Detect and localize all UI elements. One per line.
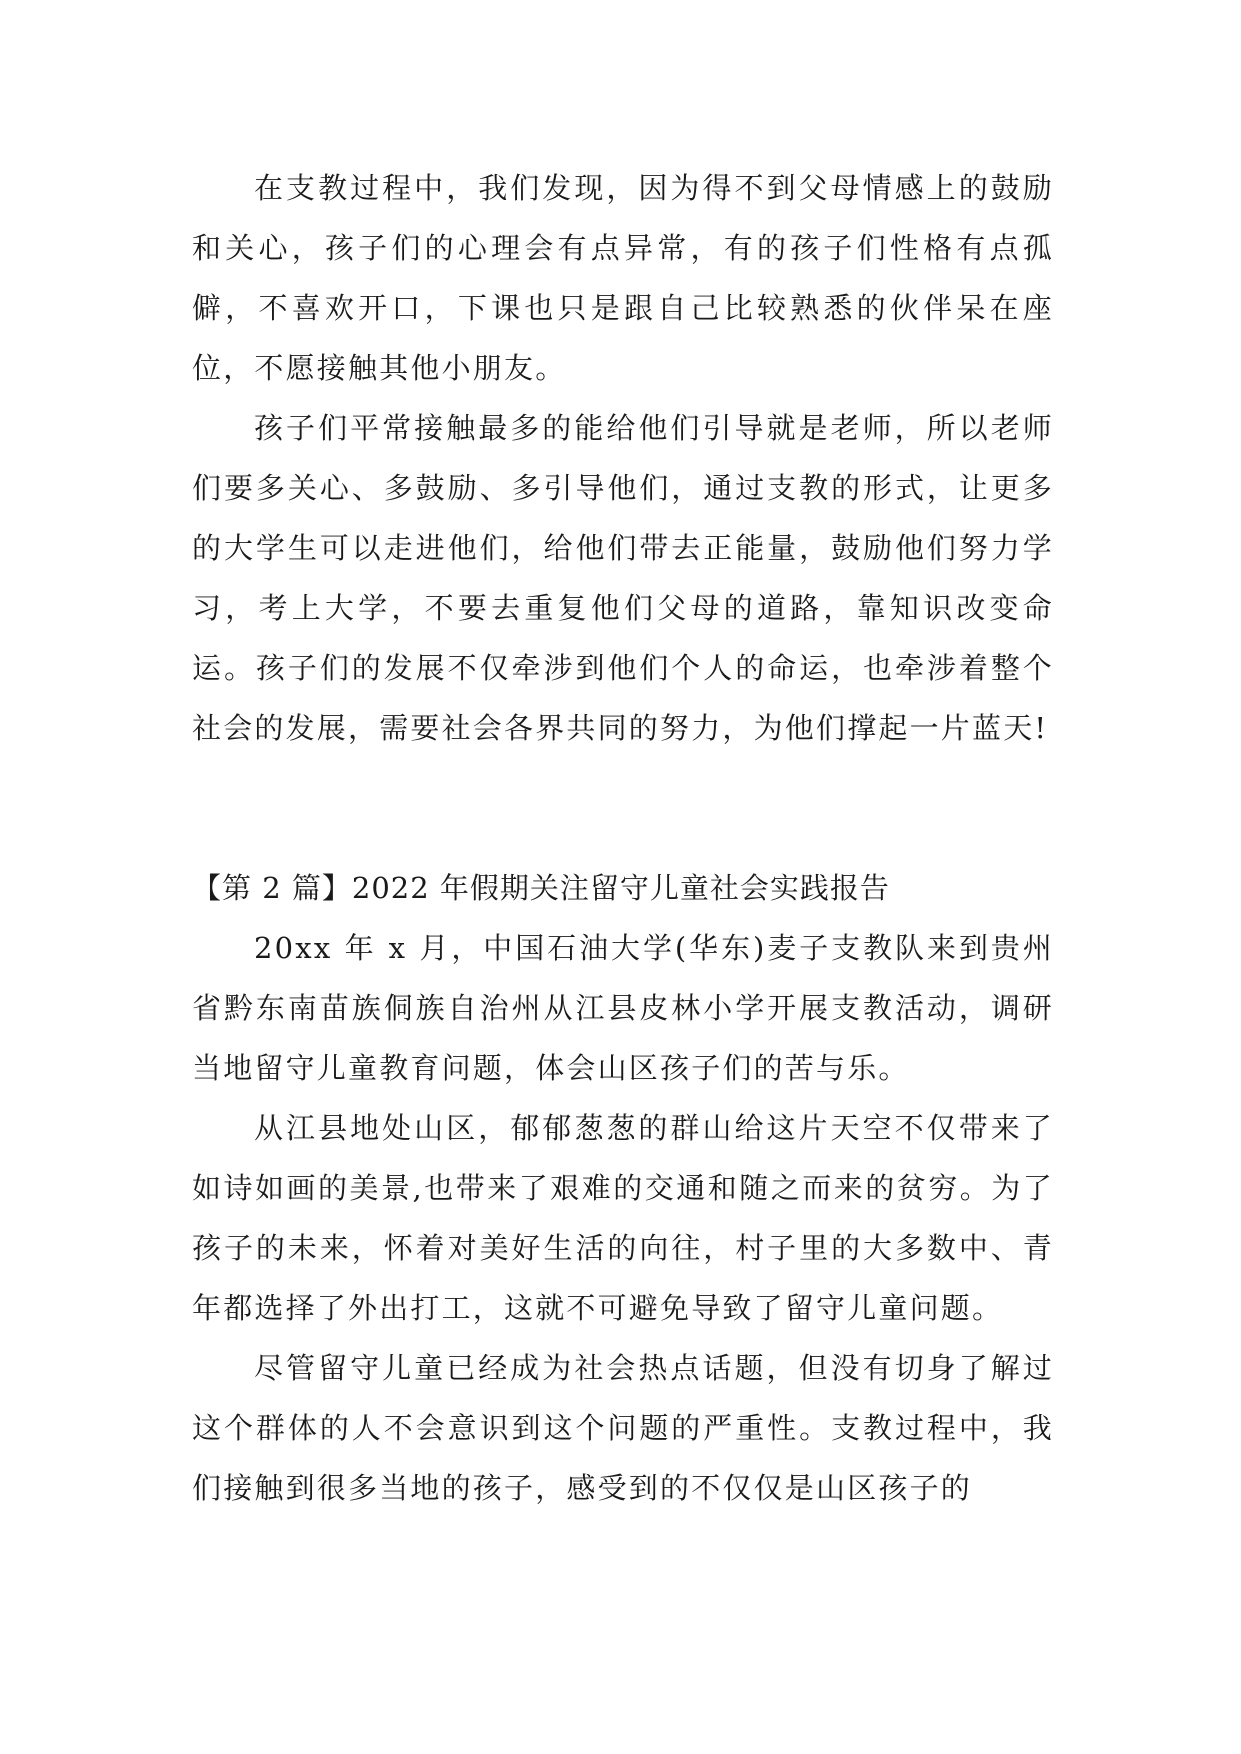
body-paragraph: 从江县地处山区，郁郁葱葱的群山给这片天空不仅带来了如诗如画的美景,也带来了艰难的交通和随之而来的贫穷。为了孩子的未来，怀着对美好生活的向往，村子里的大多数中、青年都选择了外出打工，这就不可避免导致了留守儿童问题。 (192, 1111, 1054, 1325)
body-paragraph: 在支教过程中，我们发现，因为得不到父母情感上的鼓励和关心，孩子们的心理会有点异常，有的孩子们性格有点孤僻，不喜欢开口，下课也只是跟自己比较熟悉的伙伴呆在座位，不愿接触其他小朋友。 (192, 171, 1054, 385)
body-paragraph: 孩子们平常接触最多的能给他们引导就是老师，所以老师们要多关心、多鼓励、多引导他们，通过支教的形式，让更多的大学生可以走进他们，给他们带去正能量，鼓励他们努力学习，考上大学，不要去重复他们父母的道路，靠知识改变命运。孩子们的发展不仅牵涉到他们个人的命运，也牵涉着整个社会的发展，需要社会各界共同的努力，为他们撑起一片蓝天! (192, 411, 1054, 745)
body-paragraph: 20xx 年 x 月，中国石油大学(华东)麦子支教队来到贵州省黔东南苗族侗族自治州从江县皮林小学开展支教活动，调研当地留守儿童教育问题，体会山区孩子们的苦与乐。 (192, 931, 1054, 1085)
section-heading: 【第 2 篇】2022 年假期关注留守儿童社会实践报告 (192, 871, 890, 905)
section-2 (192, 858, 1054, 1518)
body-paragraph: 尽管留守儿童已经成为社会热点话题，但没有切身了解过这个群体的人不会意识到这个问题的严重性。支教过程中，我们接触到很多当地的孩子，感受到的不仅仅是山区孩子的 (192, 1351, 1054, 1505)
section-1 (192, 158, 1054, 758)
